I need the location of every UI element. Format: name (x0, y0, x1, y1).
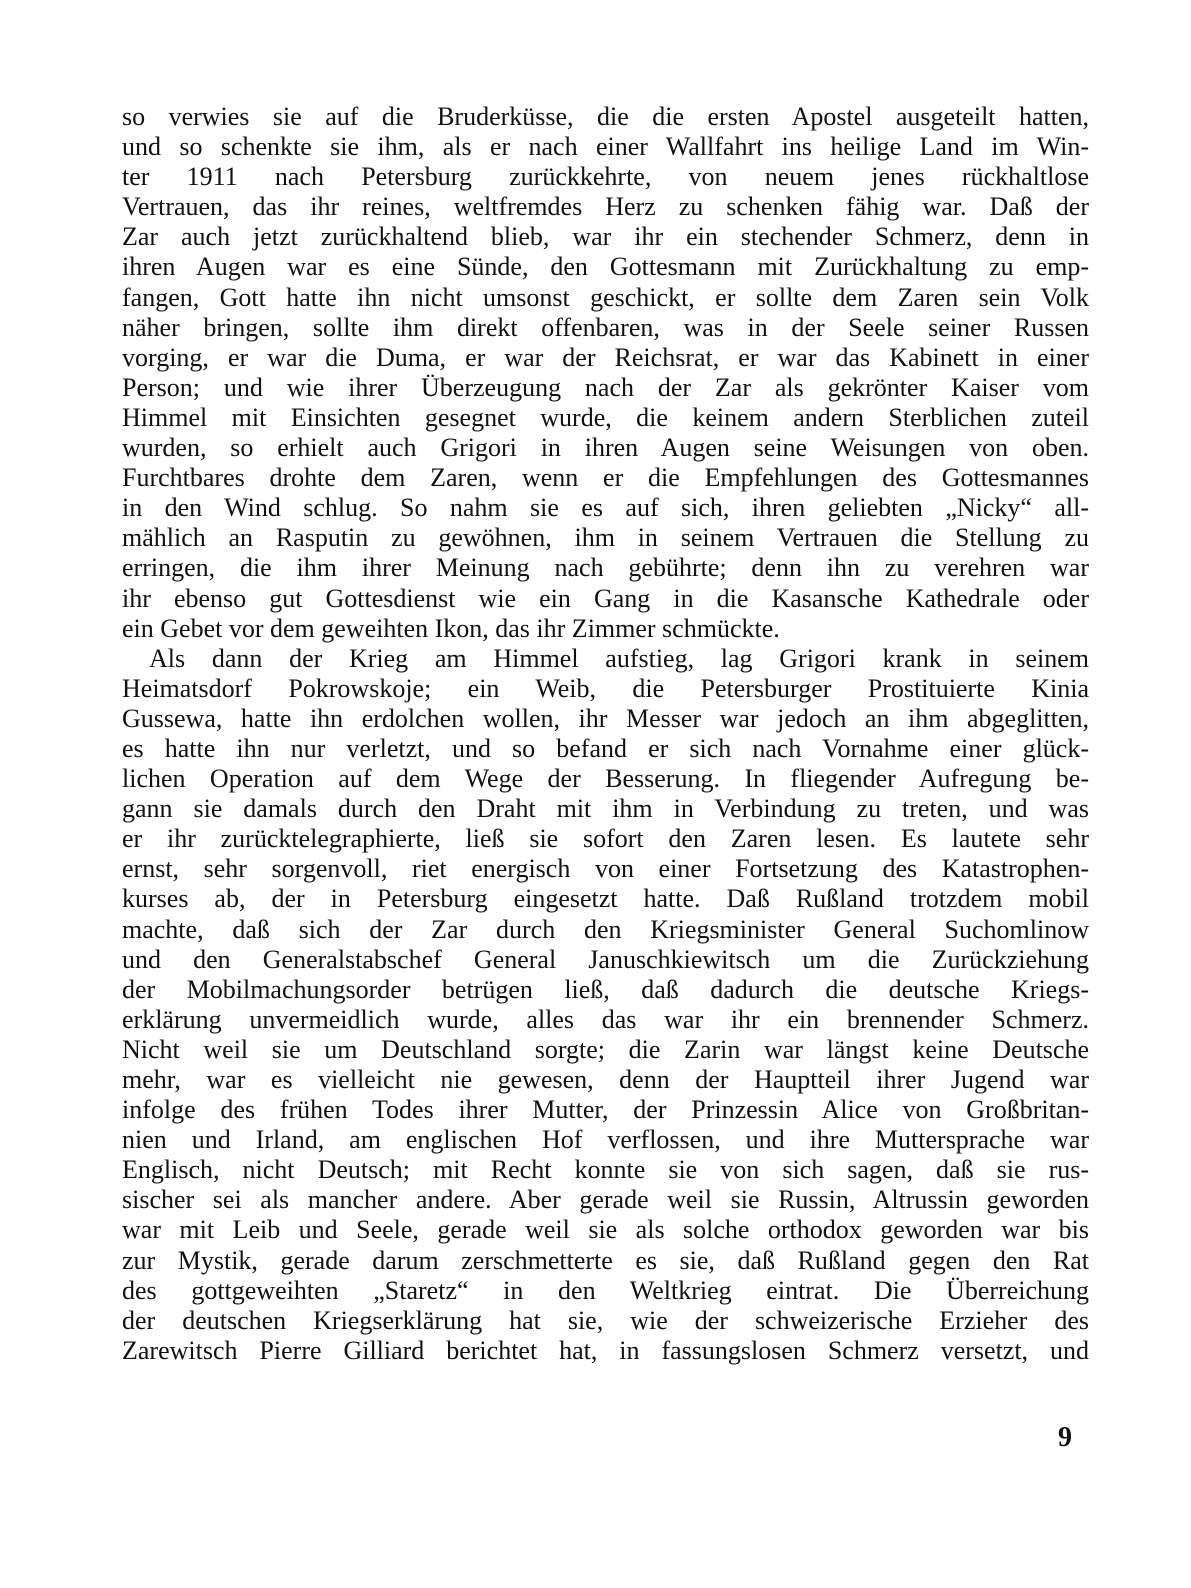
text-line: er ihr zurücktelegraphierte, ließ sie sofort den Zaren lesen. Es lautete sehr (122, 824, 1089, 854)
text-line: der deutschen Kriegserklärung hat sie, wie der schweizerische Erzieher des (122, 1305, 1089, 1335)
text-line: gann sie damals durch den Draht mit ihm in Verbindung zu treten, und was (122, 794, 1089, 824)
paragraph-2 (122, 644, 1089, 1366)
text-line: infolge des frühen Todes ihrer Mutter, der Prinzessin Alice von Großbritan- (122, 1095, 1089, 1125)
text-line: ernst, sehr sorgenvoll, riet energisch von einer Fortsetzung des Katastrophen- (122, 854, 1089, 884)
text-line: Zarewitsch Pierre Gilliard berichtet hat, in fassungslosen Schmerz versetzt, und (122, 1335, 1089, 1365)
text-line: es hatte ihn nur verletzt, und so befand er sich nach Vornahme einer glück- (122, 733, 1089, 763)
page-number: 9 (1058, 1422, 1072, 1453)
text-line: der Mobilmachungsorder betrügen ließ, daß dadurch die deutsche Kriegs- (122, 974, 1089, 1004)
text-line: ihren Augen war es eine Sünde, den Gottesmann mit Zurückhaltung zu emp- (122, 252, 1089, 282)
text-line: Als dann der Krieg am Himmel aufstieg, lag Grigori krank in seinem (149, 643, 1089, 673)
text-line: kurses ab, der in Petersburg eingesetzt hatte. Daß Rußland trotzdem mobil (122, 884, 1089, 914)
text-line: vorging, er war die Duma, er war der Reichsrat, er war das Kabinett in einer (122, 342, 1089, 372)
text-line: ihr ebenso gut Gottesdienst wie ein Gang in die Kasansche Kathedrale oder (122, 583, 1089, 613)
text-line: Nicht weil sie um Deutschland sorgte; die Zarin war längst keine Deutsche (122, 1034, 1089, 1064)
text-line: Furchtbares drohte dem Zaren, wenn er die Empfehlungen des Gottesmannes (122, 463, 1089, 493)
text-line: des gottgeweihten „Staretz“ in den Weltkrieg eintrat. Die Überreichung (122, 1275, 1089, 1305)
text-line: war mit Leib und Seele, gerade weil sie als solche orthodox geworden war bis (122, 1215, 1089, 1245)
text-line: erringen, die ihm ihrer Meinung nach gebührte; denn ihn zu verehren war (122, 553, 1089, 583)
paragraph-1 (122, 102, 1089, 644)
text-line: Himmel mit Einsichten gesegnet wurde, die keinem andern Sterblichen zuteil (122, 402, 1089, 432)
text-line: Englisch, nicht Deutsch; mit Recht konnte sie von sich sagen, daß sie rus- (122, 1155, 1089, 1185)
text-line: so verwies sie auf die Bruderküsse, die die ersten Apostel ausgeteilt hatten, (122, 102, 1089, 131)
text-line: nien und Irland, am englischen Hof verflossen, und ihre Muttersprache war (122, 1125, 1089, 1155)
text-line: wurden, so erhielt auch Grigori in ihren Augen seine Weisungen von oben. (122, 433, 1089, 463)
text-line: lichen Operation auf dem Wege der Besserung. In fliegender Aufregung be- (122, 764, 1089, 794)
text-line: machte, daß sich der Zar durch den Kriegsminister General Suchomlinow (122, 914, 1089, 944)
text-line: Vertrauen, das ihr reines, weltfremdes Herz zu schenken fähig war. Daß der (122, 192, 1089, 222)
text-line: erklärung unvermeidlich wurde, alles das war ihr ein brennender Schmerz. (122, 1004, 1089, 1034)
text-line: mählich an Rasputin zu gewöhnen, ihm in seinem Vertrauen die Stellung zu (122, 523, 1089, 553)
text-line: ter 1911 nach Petersburg zurückkehrte, von neuem jenes rückhaltlose (122, 162, 1089, 192)
text-line: zur Mystik, gerade darum zerschmetterte es sie, daß Rußland gegen den Rat (122, 1245, 1089, 1275)
text-line: fangen, Gott hatte ihn nicht umsonst geschickt, er sollte dem Zaren sein Volk (122, 282, 1089, 312)
text-line: Zar auch jetzt zurückhaltend blieb, war ihr ein stechender Schmerz, denn in (122, 222, 1089, 252)
text-line: mehr, war es vielleicht nie gewesen, denn der Hauptteil ihrer Jugend war (122, 1065, 1089, 1094)
text-line: in den Wind schlug. So nahm sie es auf sich, ihren geliebten „Nicky“ all- (122, 493, 1089, 523)
body-text (122, 102, 1089, 1366)
text-line: Heimatsdorf Pokrowskoje; ein Weib, die Petersburger Prostituierte Kinia (122, 673, 1089, 703)
text-line: und so schenkte sie ihm, als er nach einer Wallfahrt ins heilige Land im Win- (122, 132, 1089, 162)
text-line: Person; und wie ihrer Überzeugung nach der Zar als gekrönter Kaiser vom (122, 372, 1089, 402)
text-line: und den Generalstabschef General Januschkiewitsch um die Zurückziehung (122, 944, 1089, 974)
text-line: ein Gebet vor dem geweihten Ikon, das ihr Zimmer schmückte. (122, 613, 780, 643)
text-line: Gussewa, hatte ihn erdolchen wollen, ihr Messer war jedoch an ihm abgeglitten, (122, 703, 1089, 733)
text-line: sischer sei als mancher andere. Aber gerade weil sie Russin, Altrussin geworden (122, 1185, 1089, 1215)
text-line: näher bringen, sollte ihm direkt offenbaren, was in der Seele seiner Russen (122, 312, 1089, 342)
